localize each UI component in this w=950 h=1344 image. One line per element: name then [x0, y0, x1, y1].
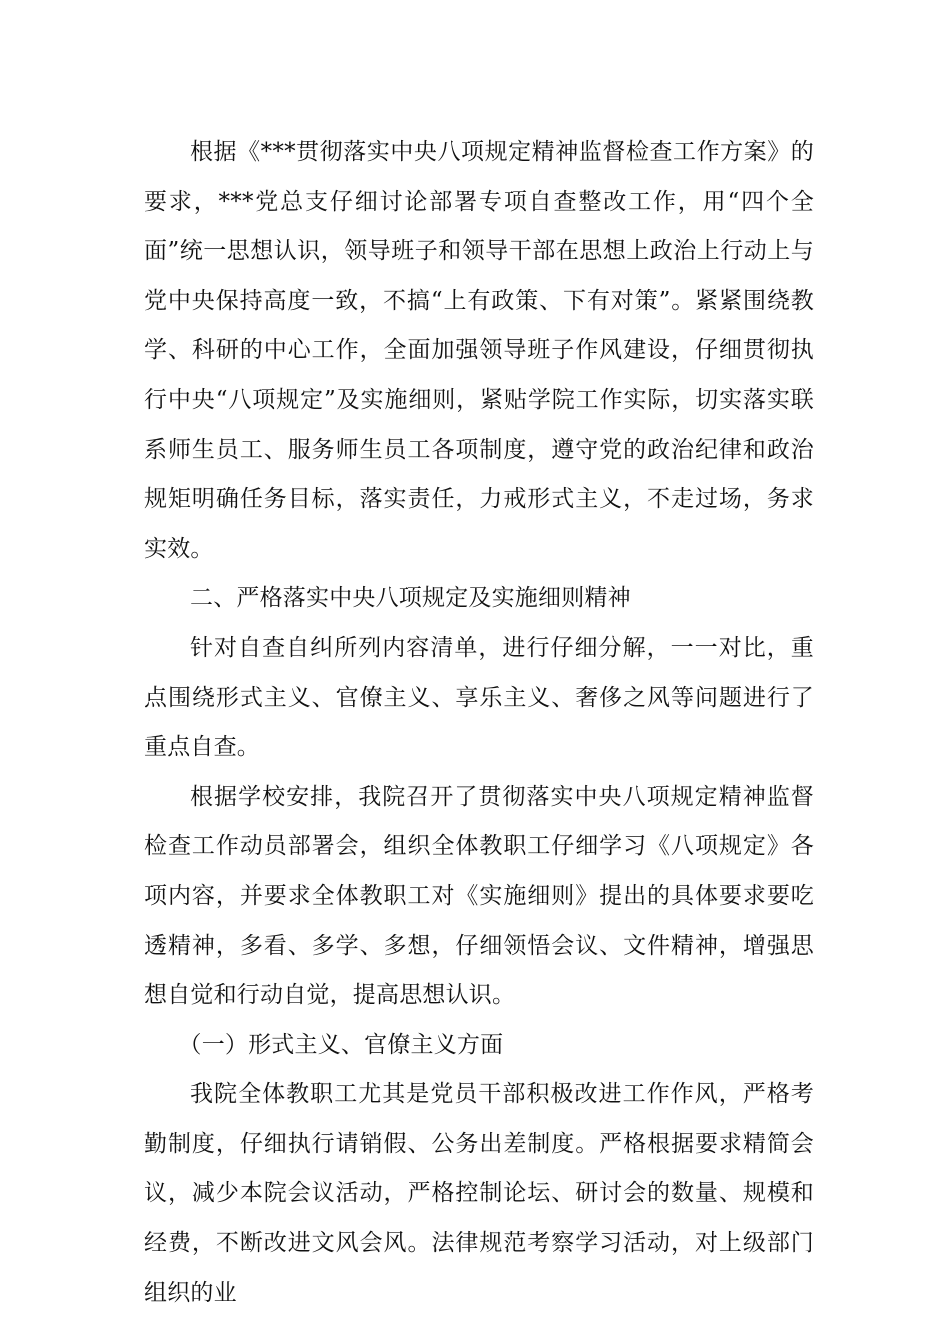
paragraph-self-check: 针对自查自纠所列内容清单，进行仔细分解，一一对比，重点围绕形式主义、官僚主义、享乐主义、奢侈之风等问题进行了重点自查。 [144, 634, 814, 761]
paragraph-meeting: 根据学校安排，我院召开了贯彻落实中央八项规定精神监督检查工作动员部署会，组织全体教职工仔细学习《八项规定》各项内容，并要求全体教职工对《实施细则》提出的具体要求要吃透精神，多看、多学、多想，仔细领悟会议、文件精神，增强思想自觉和行动自觉，提高思想认识。 [144, 783, 814, 1009]
subsection-heading-1: （一）形式主义、官僚主义方面 [178, 1031, 504, 1058]
paragraph-work-style: 我院全体教职工尤其是党员干部积极改进工作作风，严格考勤制度，仔细执行请销假、公务出差制度。严格根据要求精简会议，减少本院会议活动，严格控制论坛、研讨会的数量、规模和经费，不断改进文风会风。法律规范考察学习活动，对上级部门组织的业 [144, 1081, 814, 1306]
document-body [144, 128, 814, 1318]
section-heading-2: 二、严格落实中央八项规定及实施细则精神 [190, 585, 631, 612]
paragraph-intro: 根据《***贯彻落实中央八项规定精神监督检查工作方案》的要求，***党总支仔细讨论部署专项自查整改工作，用“四个全面”统一思想认识，领导班子和领导干部在思想上政治上行动上与党中央保持高度一致，不搞“上有政策、下有对策”。紧紧围绕教学、科研的中心工作，全面加强领导班子作风建设，仔细贯彻执行中央“八项规定”及实施细则，紧贴学院工作实际，切实落实联系师生员工、服务师生员工各项制度，遵守党的政治纪律和政治规矩明确任务目标，落实责任，力戒形式主义，不走过场，务求实效。 [144, 139, 814, 562]
